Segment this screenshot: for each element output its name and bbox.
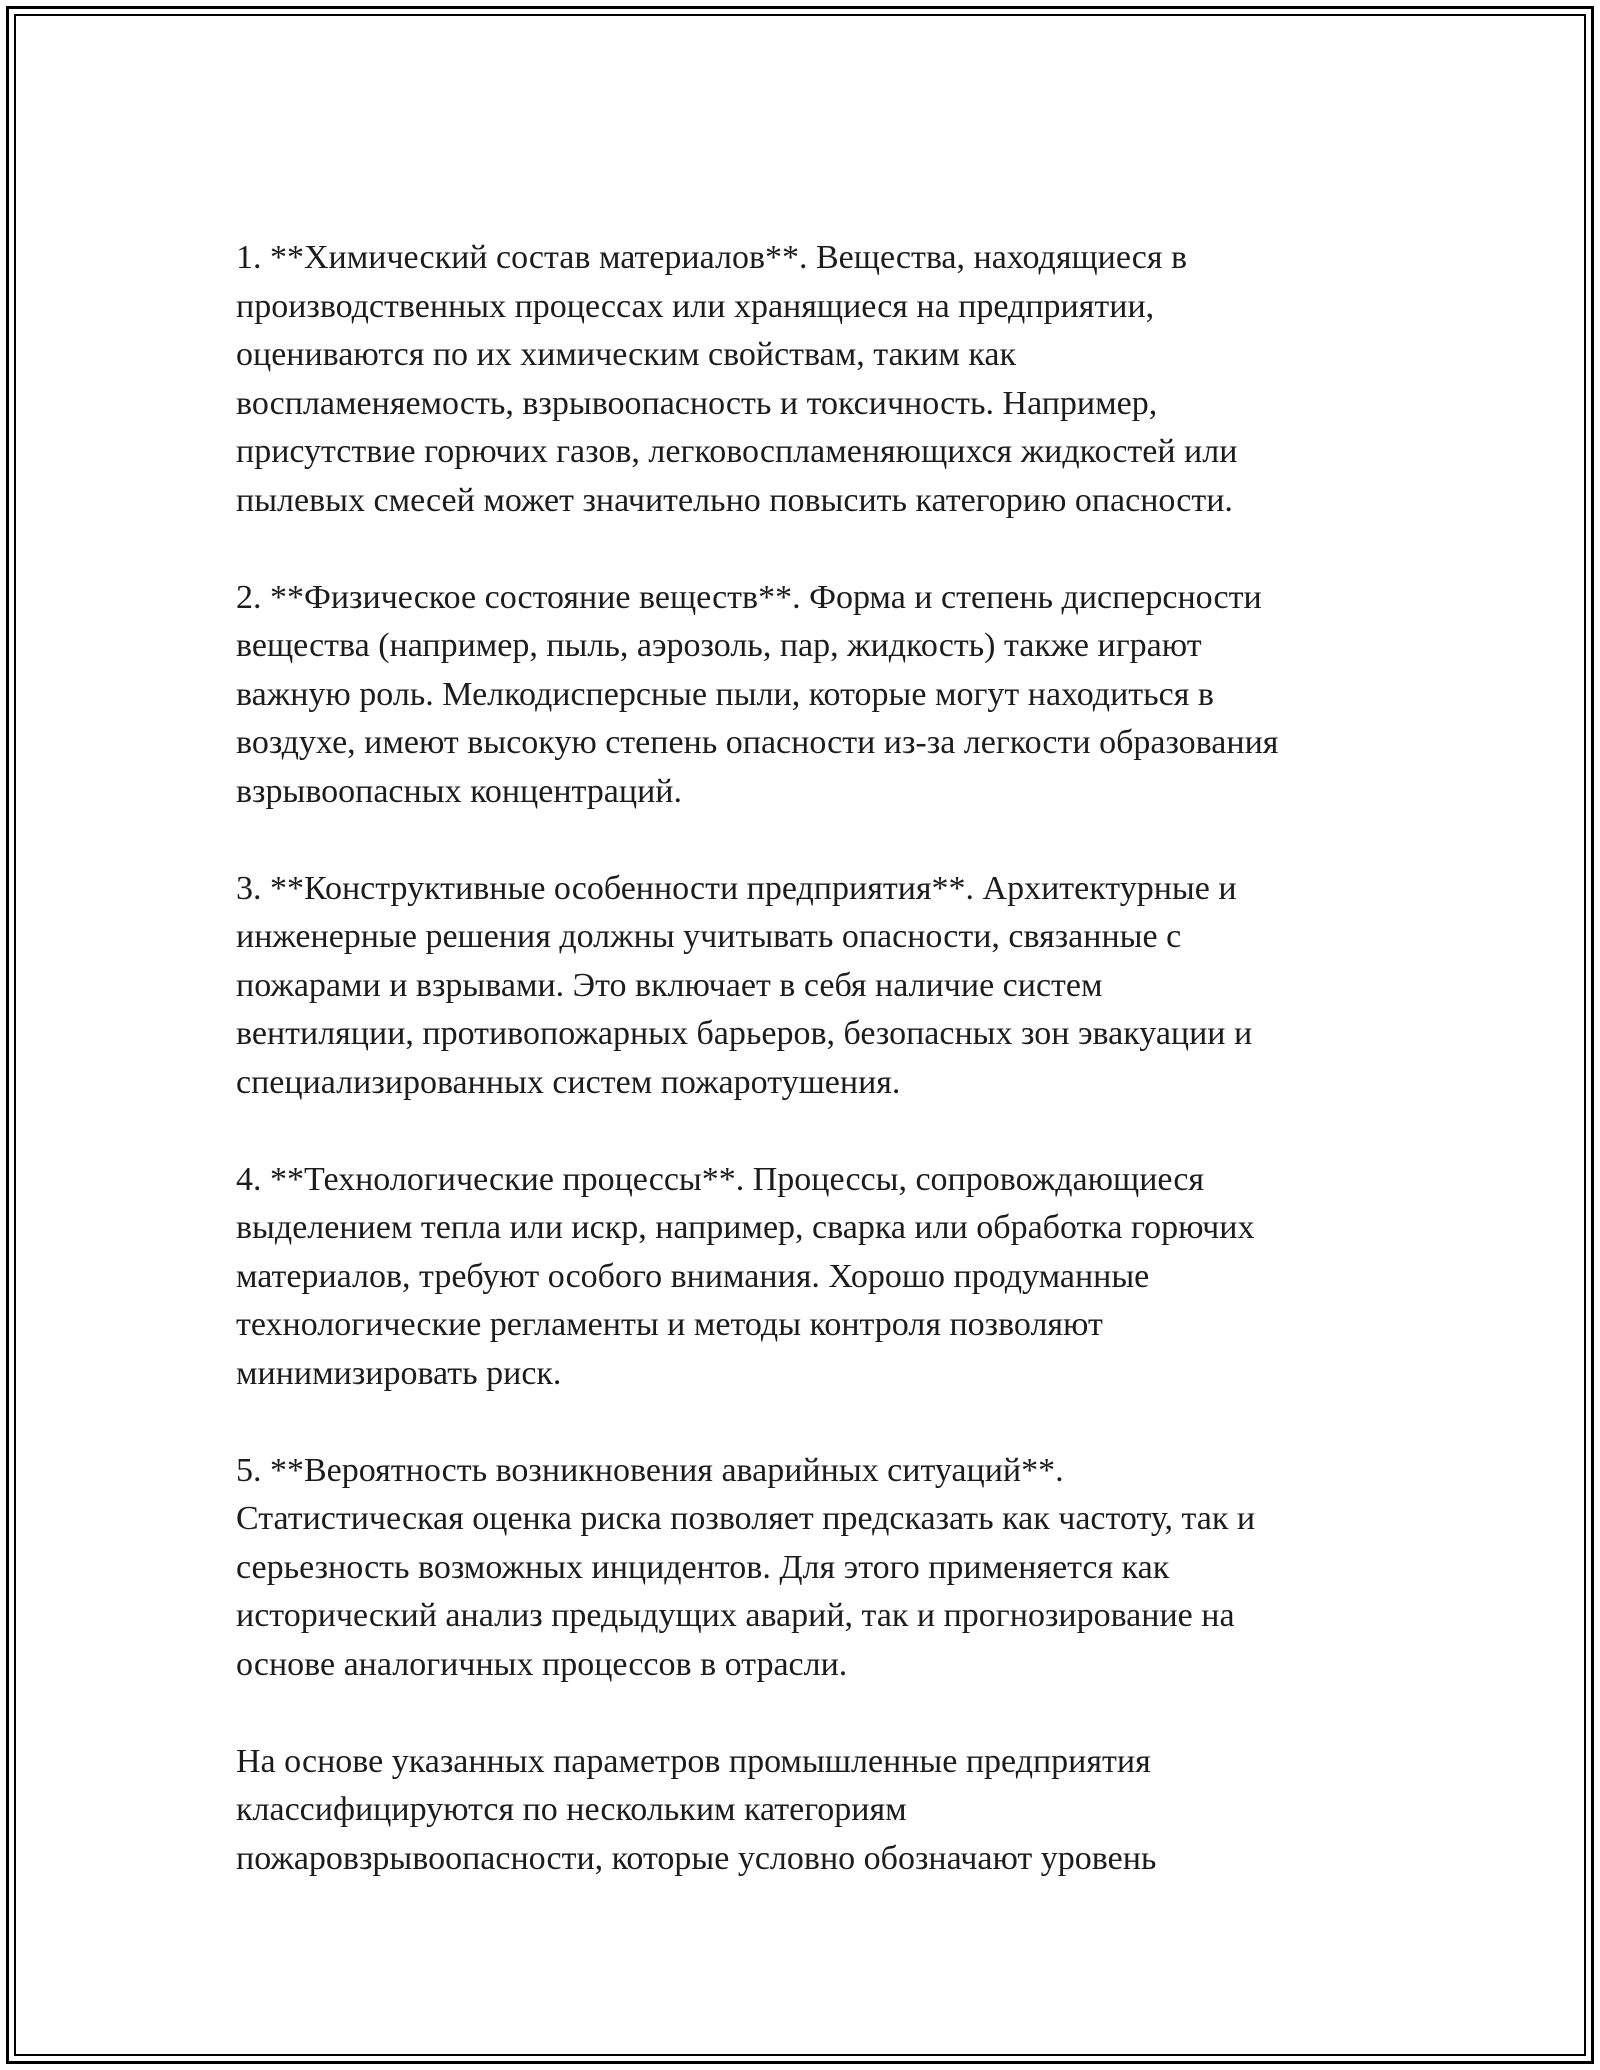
paragraph-construction-features: 3. **Конструктивные особенности предприятия**. Архитектурные и инженерные решения должны учитывать опасности, связанные с пожарами и взрывами. Это включает в себя наличие систем вентиляции, противопожарных барьеров, безопасных зон эвакуации и специализированных систем пожаротушения. bbox=[236, 869, 1253, 1101]
paragraph-physical-state: 2. **Физическое состояние веществ**. Форма и степень дисперсности вещества (например, пыль, аэрозоль, пар, жидкость) также играют важную роль. Мелкодисперсные пыли, которые могут находиться в воздухе, имеют высокую степень опасности из-за легкости образования взрывоопасных концентраций. bbox=[236, 578, 1279, 810]
paragraph-technological-processes: 4. **Технологические процессы**. Процессы, сопровождающиеся выделением тепла или искр, например, сварка или обработка горючих материалов, требуют особого внимания. Хорошо продуманные технологические регламенты и методы контроля позволяют минимизировать риск. bbox=[236, 1160, 1255, 1392]
paragraph-accident-probability: 5. **Вероятность возникновения аварийных ситуаций**. Статистическая оценка риска позволяет предсказать как частоту, так и серьезность возможных инцидентов. Для этого применяется как исторический анализ предыдущих аварий, так и прогнозирование на основе аналогичных процессов в отрасли. bbox=[236, 1451, 1256, 1683]
paragraph-chemical-composition: 1. **Химический состав материалов**. Вещества, находящиеся в производственных процессах или хранящиеся на предприятии, оцениваются по их химическим свойствам, таким как воспламеняемость, взрывоопасность и токсичность. Например, присутствие горючих газов, легковоспламеняющихся жидкостей или пылевых смесей может значительно повысить категорию опасности. bbox=[236, 239, 1238, 519]
paragraph-classification-summary: На основе указанных параметров промышленные предприятия классифицируются по нескольким категориям пожаровзрывоопасности, которые условно обозначают уровень bbox=[236, 1742, 1157, 1877]
document-body bbox=[236, 234, 1386, 1932]
